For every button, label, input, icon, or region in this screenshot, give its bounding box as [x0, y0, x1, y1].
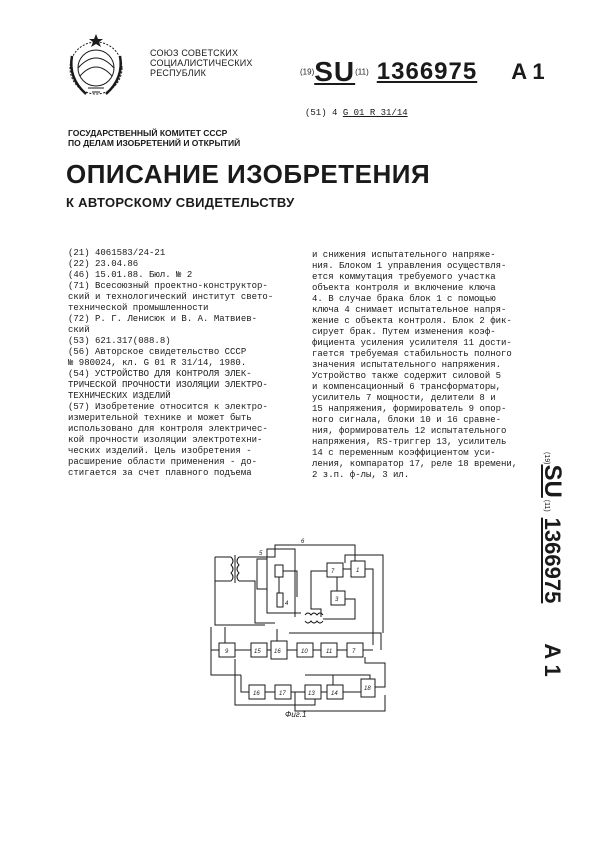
text-line: кой прочности изоляции электротехни-	[68, 435, 263, 445]
block-label: 16	[253, 691, 260, 697]
block-label: 13	[308, 691, 315, 697]
block-label: 18	[364, 686, 371, 692]
transformer-coil	[237, 557, 239, 581]
side-patent-number-value: 1366975	[540, 517, 565, 604]
country-name-line: СОЮЗ СОВЕТСКИХ	[150, 48, 239, 58]
country-name-line: РЕСПУБЛИК	[150, 68, 207, 78]
number-code-num: (11)	[355, 67, 369, 77]
text-line: сирует брак. Путем изменения коэф-	[312, 327, 496, 337]
country-name-line: СОЦИАЛИСТИЧЕСКИХ	[150, 58, 253, 68]
block-label: 17	[279, 691, 286, 697]
block-label: 7	[331, 569, 335, 575]
text-line: ется коммутация требуемого участка	[312, 272, 496, 282]
block-label: 16	[274, 649, 281, 655]
text-line: ТЕХНИЧЕСКИХ ИЗДЕЛИЙ	[68, 391, 171, 401]
country-code: SU	[314, 56, 356, 87]
committee-line: ПО ДЕЛАМ ИЗОБРЕТЕНИЙ И ОТКРЫТИЙ	[68, 138, 241, 148]
text-line: (46) 15.01.88. Бюл. № 2	[68, 270, 193, 280]
text-line: ного сигнала, блоки 10 и 16 сравне-	[312, 415, 502, 425]
text-line: и снижения испытательного напряже-	[312, 250, 496, 260]
block-label: 7	[352, 649, 356, 655]
text-line: технической промышленности	[68, 303, 209, 313]
ussr-emblem-icon	[58, 28, 134, 104]
text-line: (21) 4061583/24-21	[68, 248, 166, 258]
block-label: 4	[285, 601, 289, 607]
block-label: 14	[331, 691, 338, 697]
text-line: усилитель 7 мощности, делители 8 и	[312, 393, 496, 403]
country-name	[150, 48, 253, 78]
text-line: № 980024, кл. G 01 R 31/14, 1980.	[68, 358, 247, 368]
text-line: ключа 4 снимает испытательное напря-	[312, 305, 507, 315]
text-line: (54) УСТРОЙСТВО ДЛЯ КОНТРОЛЯ ЭЛЕК-	[68, 369, 252, 379]
side-kind-code: A 1	[540, 643, 565, 677]
side-country-code: SU	[539, 464, 566, 498]
committee-line: ГОСУДАРСТВЕННЫЙ КОМИТЕТ СССР	[68, 128, 228, 138]
text-line: расширение области применения - до-	[68, 457, 258, 467]
block-label: 5	[259, 551, 263, 557]
text-line: гается требуемая стабильность полного	[312, 349, 512, 359]
patent-number: 1366975	[376, 58, 478, 85]
text-line: жение с объекта контроля. Блок 2 фик-	[312, 316, 512, 326]
text-line: ния, формирователь 12 испытательного	[312, 426, 507, 436]
text-line: объекта контроля и включение ключа	[312, 283, 496, 293]
text-line: ский	[68, 325, 90, 335]
text-line: (71) Всесоюзный проектно-конструктор-	[68, 281, 268, 291]
transformer-coil	[231, 557, 233, 581]
ipc-prefix: (51) 4	[305, 108, 338, 118]
figure-caption: Фиг.1	[285, 710, 307, 719]
text-line: ский и технологический институт свето-	[68, 292, 274, 302]
country-code-num: (19)	[300, 67, 315, 77]
abstract-column	[312, 250, 517, 481]
text-line: и компенсационный 6 трансформаторы,	[312, 382, 502, 392]
ipc-value: G 01 R 31/14	[342, 108, 408, 118]
text-line: ческих изделий. Цель изобретения -	[68, 446, 252, 456]
text-line: напряжения, RS-триггер 13, усилитель	[312, 437, 507, 447]
text-line: Устройство также содержит силовой 5	[312, 371, 502, 381]
text-line: использовано для контроля электричес-	[68, 424, 268, 434]
ipc-classification	[305, 108, 408, 118]
bibliographic-column	[68, 248, 273, 479]
block-label: 6	[301, 539, 305, 545]
text-line: (53) 621.317(088.8)	[68, 336, 171, 346]
text-line: стигается за счет плавного подъема	[68, 468, 252, 478]
text-line: значения испытательного напряжения.	[312, 360, 502, 370]
committee-name	[68, 128, 240, 148]
text-line: 2 з.п. ф-лы, 3 ил.	[312, 470, 410, 480]
text-line: фициента усиления усилителя 11 дости-	[312, 338, 512, 348]
text-line: (22) 23.04.86	[68, 259, 139, 269]
text-line: ления, компаратор 17, реле 18 времени,	[312, 459, 518, 469]
document-title: ОПИСАНИЕ ИЗОБРЕТЕНИЯ	[66, 159, 431, 189]
side-number-code-num: (11)	[543, 497, 550, 512]
block-label: 3	[335, 597, 339, 603]
text-line: (57) Изобретение относится к электро-	[68, 402, 268, 412]
side-patent-number	[532, 448, 572, 728]
block-label: 15	[254, 649, 261, 655]
patent-number-block	[300, 56, 545, 88]
text-line: ТРИЧЕСКОЙ ПРОЧНОСТИ ИЗОЛЯЦИИ ЭЛЕКТРО-	[68, 380, 268, 390]
text-line: (56) Авторское свидетельство СССР	[68, 347, 247, 357]
text-line: 14 с переменным коэффициентом уси-	[312, 448, 496, 458]
document-subtitle: К АВТОРСКОМУ СВИДЕТЕЛЬСТВУ	[66, 195, 295, 210]
text-line: (72) Р. Г. Ленисюк и В. А. Матвиев-	[68, 314, 258, 324]
side-country-code-num: (19)	[543, 452, 550, 465]
block-label: 9	[225, 649, 229, 655]
kind-code: A 1	[511, 59, 545, 84]
text-line: 15 напряжения, формирователь 9 опор-	[312, 404, 507, 414]
text-line: измерительной технике и может быть	[68, 413, 252, 423]
block-label: 10	[301, 649, 308, 655]
block-label: 1	[356, 568, 360, 574]
block-label: 11	[326, 649, 333, 655]
text-line: ния. Блоком 1 управления осуществля-	[312, 261, 507, 271]
text-line: 4. В случае брака блок 1 с помощью	[312, 294, 496, 304]
circuit-diagram	[205, 535, 390, 725]
